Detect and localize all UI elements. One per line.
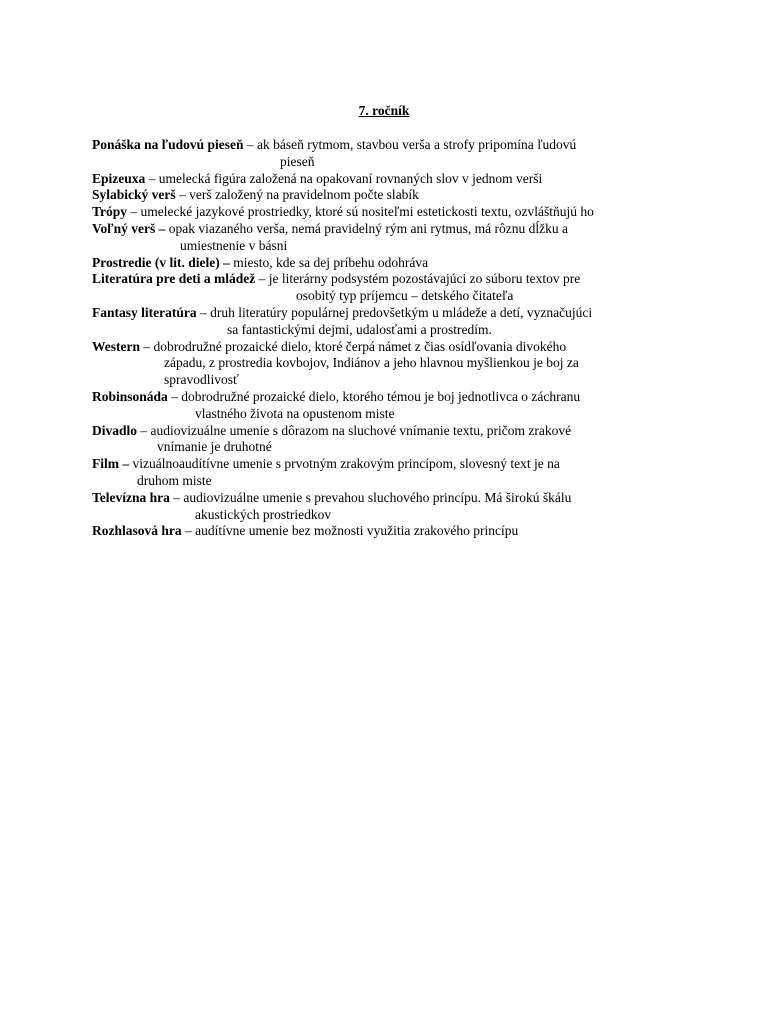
definition-entry (92, 171, 712, 188)
definition-line (92, 271, 712, 288)
definition-term: Prostredie (v lit. diele) – (92, 254, 230, 270)
definition-term: Voľný verš – (92, 220, 166, 236)
definition-term: Rozhlasová hra (92, 523, 182, 539)
definition-entry (92, 305, 712, 339)
definition-text: – dobrodružné prozaické dielo, ktoré čerpá námet z čias osídľovania divokého (140, 338, 567, 354)
definition-continuation: sa fantastickými dejmi, udalosťami a prostredím. (227, 321, 492, 337)
definition-continuation: druhom miste (137, 472, 212, 488)
definition-text: – audítívne umenie bez možnosti využitia zrakového princípu (181, 523, 519, 539)
definition-line (92, 305, 712, 322)
definition-text: – audiovizuálne umenie s dôrazom na sluchové vnímanie textu, pričom zrakové (137, 422, 572, 438)
definition-continuation: vlastného života na opustenom miste (195, 405, 395, 421)
definition-term: Epizeuxa (92, 170, 146, 186)
definition-term: Ponáška na ľudovú pieseň (92, 137, 244, 152)
definition-term: Trópy (92, 204, 128, 220)
definition-term: Western (92, 338, 140, 354)
definition-entry (92, 255, 712, 272)
definition-line (92, 204, 712, 221)
definition-text: – audiovizuálne umenie s prevahou sluchového princípu. Má širokú škálu (169, 489, 572, 505)
definition-text: – druh literatúry populárnej predovšetkým u mládeže a detí, vyznačujúci (196, 304, 593, 320)
definition-line (92, 137, 712, 154)
definition-line (92, 523, 712, 540)
definition-continuation: spravodlivosť (164, 372, 239, 388)
definition-entry (92, 204, 712, 221)
definition-line (92, 221, 712, 238)
page-title (0, 102, 768, 119)
definition-term: Divadlo (92, 422, 138, 438)
definition-term: Literatúra pre deti a mládež (92, 271, 256, 287)
definition-entry (92, 423, 712, 457)
definition-line (92, 456, 712, 473)
definition-entry (92, 271, 712, 305)
definition-text: opak viazaného verša, nemá pravidelný rým ani rytmus, má rôznu dĺžku a (165, 220, 568, 236)
definition-term: Fantasy literatúra (92, 304, 197, 320)
definition-continuation: umiestnenie v básni (180, 237, 288, 253)
definition-text: – ak báseň rytmom, stavbou verša a strofy pripomína ľudovú (243, 137, 577, 152)
definition-continuation: vnímanie je druhotné (157, 439, 272, 455)
definition-text: – umelecké jazykové prostriedky, ktoré sú nositeľmi estetickosti textu, ozvláštňujú ho (127, 204, 594, 220)
definition-line (92, 255, 712, 272)
definition-continuation: akustických prostriedkov (195, 506, 332, 522)
definition-text: vizuálnoaudítívne umenie s prvotným zrakovým princípom, slovesný text je na (129, 456, 560, 472)
definition-line (92, 339, 712, 356)
definition-continuation: pieseň (280, 153, 315, 169)
definition-line (92, 423, 712, 440)
definition-text: – verš založený na pravidelnom počte slabík (175, 187, 419, 203)
definition-term: Sylabický verš (92, 187, 176, 203)
definition-list (92, 137, 712, 540)
definition-term: Film – (92, 456, 130, 472)
definition-text: – je literárny podsystém pozostávajúci zo súboru textov pre (255, 271, 581, 287)
definition-continuation: západu, z prostredia kovbojov, Indiánov a jeho hlavnou myšlienkou je boj za (164, 355, 579, 371)
definition-entry (92, 389, 712, 423)
definition-line (92, 171, 712, 188)
definition-text: – umelecká figúra založená na opakovaní rovnaných slov v jednom verši (145, 170, 543, 186)
definition-entry (92, 187, 712, 204)
definition-term: Robinsonáda (92, 388, 168, 404)
definition-entry (92, 456, 712, 490)
page-title-text: 7. ročník (358, 103, 410, 118)
definition-text: – dobrodružné prozaické dielo, ktorého témou je boj jednotlivca o záchranu (167, 388, 581, 404)
definition-line (92, 389, 712, 406)
definition-term: Televízna hra (92, 489, 170, 505)
definition-continuation: osobitý typ príjemcu – detského čitateľa (296, 288, 514, 304)
definition-entry (92, 137, 712, 171)
definition-text: miesto, kde sa dej príbehu odohráva (229, 254, 429, 270)
definition-line (92, 490, 712, 507)
definition-entry (92, 339, 712, 389)
definition-entry (92, 221, 712, 255)
definition-entry (92, 490, 712, 524)
definition-entry (92, 523, 712, 540)
definition-line (92, 187, 712, 204)
